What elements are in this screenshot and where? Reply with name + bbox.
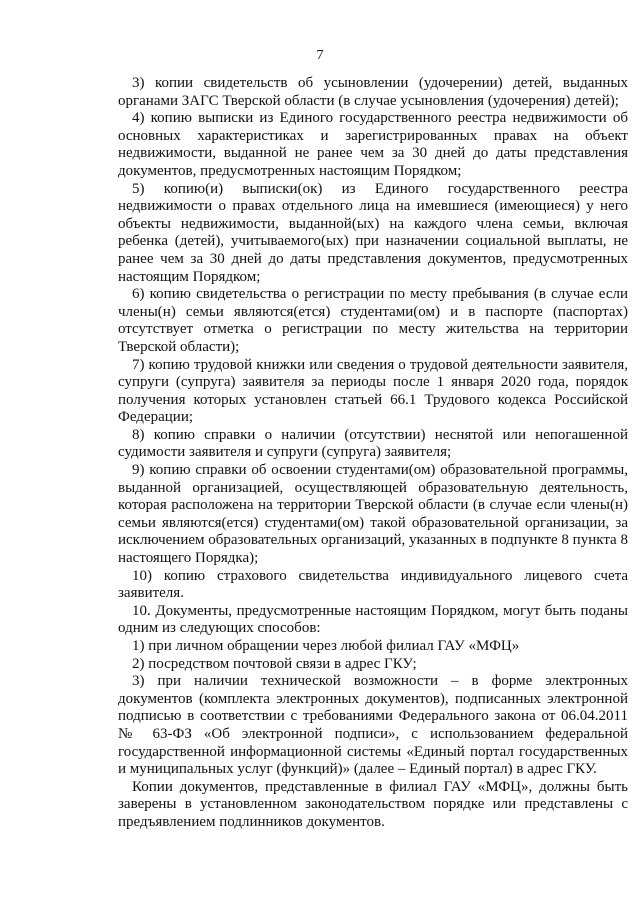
- page-number: 7: [316, 48, 324, 63]
- paragraph-method-1-in-person: 1) при личном обращении через любой филиал ГАУ «МФЦ»: [132, 638, 520, 654]
- paragraph-section-10-submission-methods: 10. Документы, предусмотренные настоящим Порядком, могут быть поданы одним из следующих способов:: [118, 602, 628, 637]
- paragraph-item-6-temporary-registration: 6) копию свидетельства о регистрации по месту пребывания (в случае если члены(н) семьи являются(ется) студентами(ом) и в паспорте (паспортах) отсутствует отметка о регистрации по месту жительства на территории Тверской области);: [118, 286, 628, 355]
- paragraph-item-10-insurance-certificate: 10) копию страхового свидетельства индивидуального лицевого счета заявителя.: [118, 567, 628, 602]
- paragraph-item-7-employment-record: 7) копию трудовой книжки или сведения о трудовой деятельности заявителя, супруги (супруга) заявителя за периоды после 1 января 2020 года, порядок получения которых установлен статьей 66.1 Трудового кодекса Российской Федерации;: [118, 356, 628, 426]
- paragraph-item-4-real-estate-extract: 4) копию выписки из Единого государственного реестра недвижимости об основных характеристиках и зарегистрированных правах на объект недвижимости, выданной не ранее чем за 30 дней до даты представления документов, предусмотренных настоящим Порядком;: [118, 110, 628, 179]
- paragraph-item-9-student-certificate: 9) копию справки об освоении студентами(ом) образовательной программы, выданной организацией, осуществляющей образовательную деятельность, которая расположена на территории Тверской области (в случае если члены(н) семьи являются(ется) студентами(ом) такой образовательной организации, за исключением образовательных организаций, указанных в подпункте 8 пункта 8 настоящего Порядка);: [118, 462, 628, 567]
- paragraph-item-3-adoption-certificates: 3) копии свидетельств об усыновлении (удочерении) детей, выданных органами ЗАГС Тверской области (в случае усыновления (удочерения) детей);: [118, 75, 628, 109]
- paragraph-method-3-electronic: 3) при наличии технической возможности – в форме электронных документов (комплекта электронных документов), подписанных электронной подписью в соответствии с требованиями Федерального закона от 06.04.2011 № 63-ФЗ «Об электронной подписи», с использованием федеральной государственной информационной системы «Единый портал государственных и муниципальных услуг (функций)» (далее – Единый портал) в адрес ГКУ.: [118, 673, 628, 778]
- paragraph-item-5-real-estate-rights-extract: 5) копию(и) выписки(ок) из Единого государственного реестра недвижимости о правах отдельного лица на имевшиеся (имеющиеся) у него объекты недвижимости, выданной(ых) на каждого члена семьи, включая ребенка (детей), учитываемого(ых) при назначении социальной выплаты, не ранее чем за 30 дней до даты представления документов, предусмотренных настоящим Порядком;: [118, 180, 628, 285]
- paragraph-copies-certification: Копии документов, представленные в филиал ГАУ «МФЦ», должны быть заверены в установленном законодательством порядке или представлены с предъявлением подлинников документов.: [118, 778, 628, 830]
- document-body: [118, 75, 628, 832]
- paragraph-method-2-postal: 2) посредством почтовой связи в адрес ГКУ;: [132, 655, 417, 672]
- paragraph-item-8-criminal-record-certificate: 8) копию справки о наличии (отсутствии) неснятой или непогашенной судимости заявителя и супруги (супруга) заявителя;: [118, 426, 628, 461]
